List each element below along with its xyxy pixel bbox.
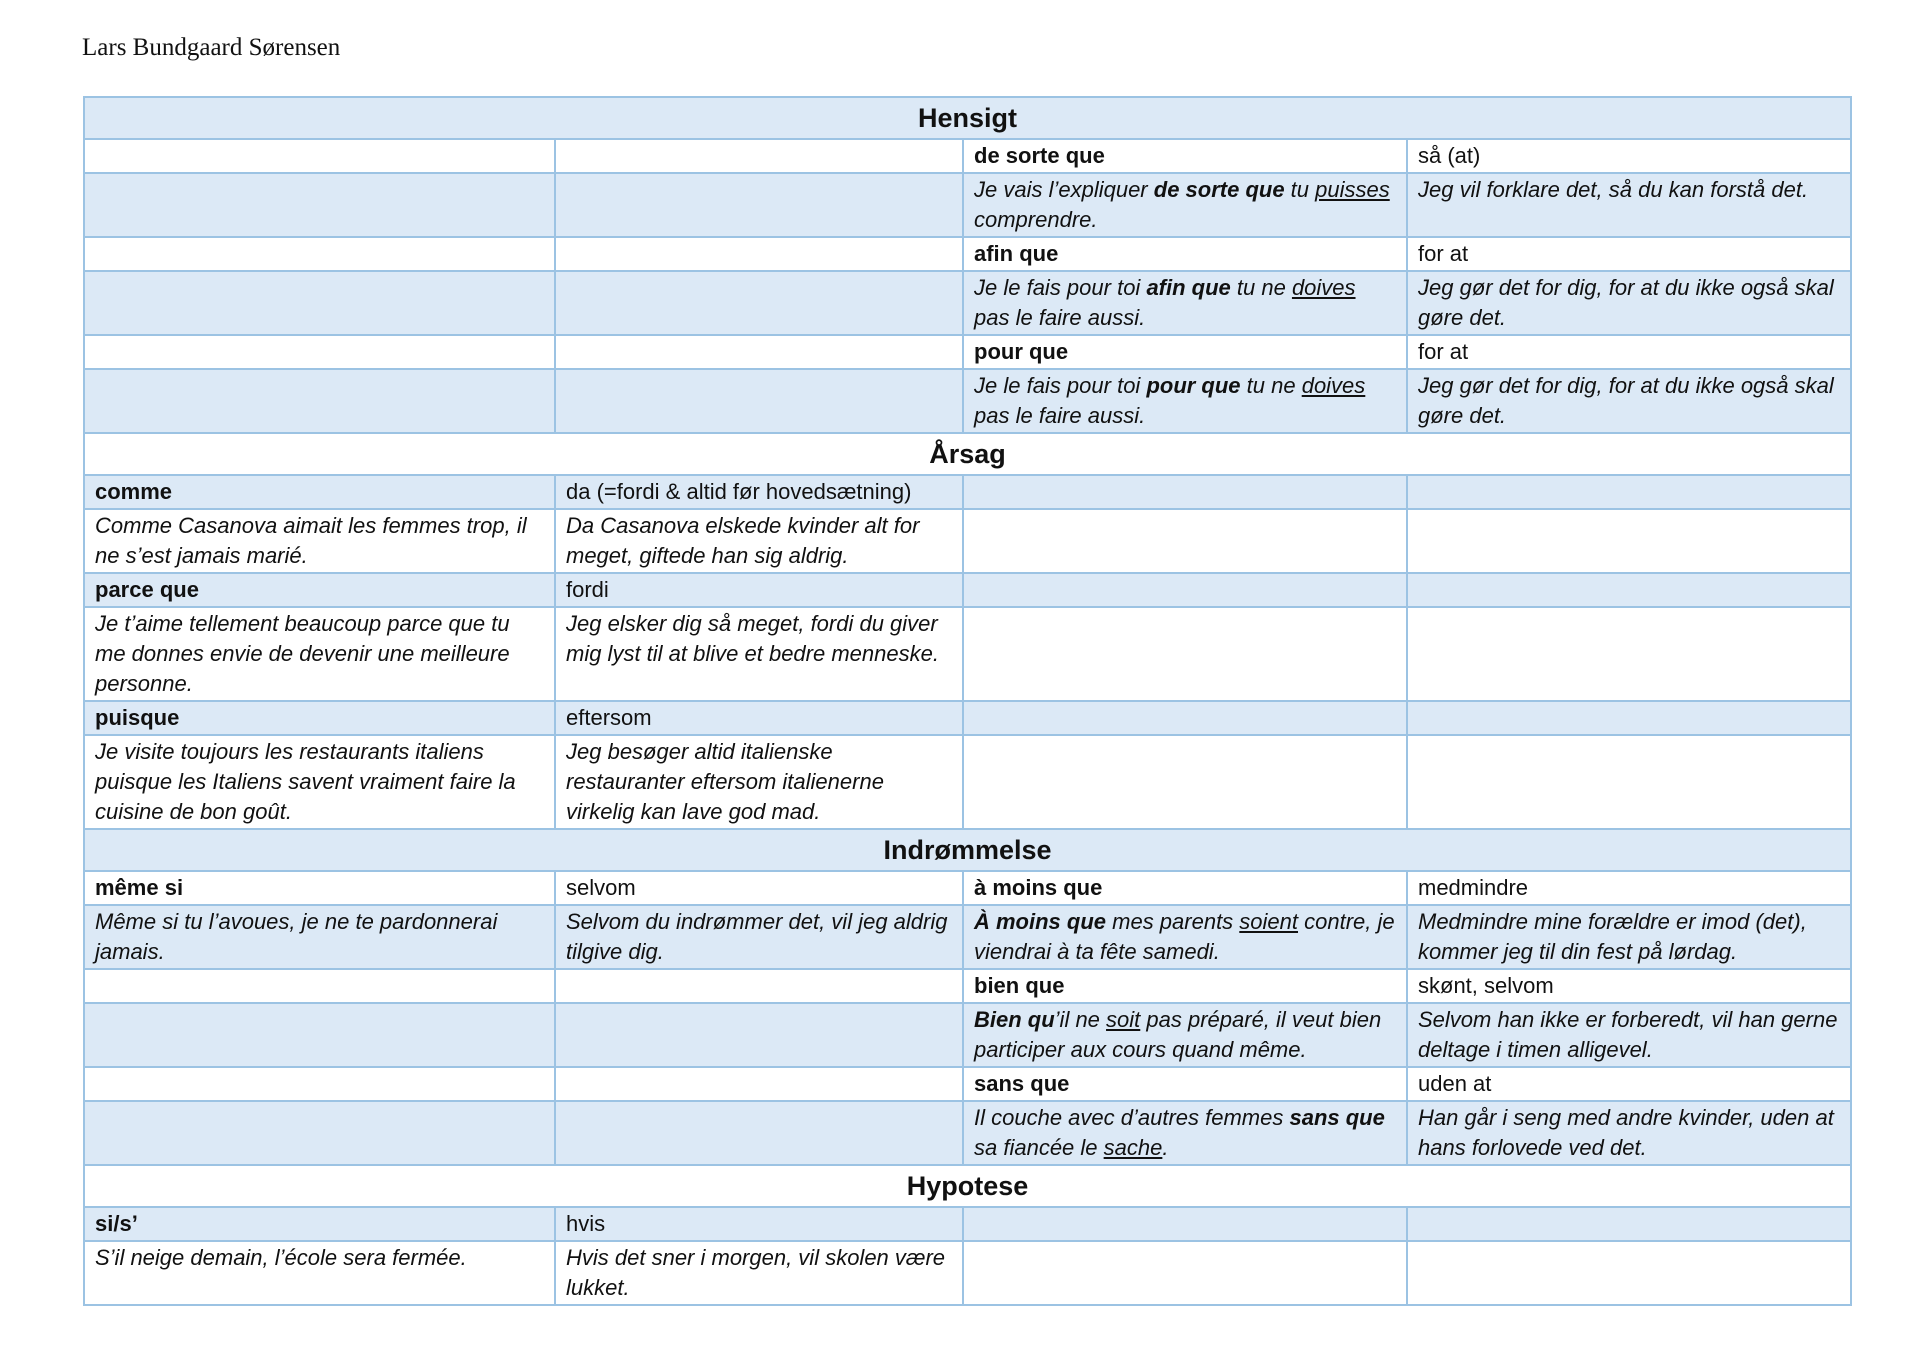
example-fr-cell: Il couche avec d’autres femmes sans que sa fiancée le sache. xyxy=(963,1101,1407,1165)
table-row xyxy=(84,969,1851,1003)
translation-cell: hvis xyxy=(555,1207,963,1241)
translation-cell: for at xyxy=(1407,335,1851,369)
section-title: Hensigt xyxy=(84,97,1851,139)
table-row xyxy=(84,237,1851,271)
translation-cell: eftersom xyxy=(555,701,963,735)
term-cell: pour que xyxy=(963,335,1407,369)
term-cell: afin que xyxy=(963,237,1407,271)
section-header-arsag xyxy=(84,433,1851,475)
example-fr-cell: À moins que mes parents soient contre, je viendrai à ta fête samedi. xyxy=(963,905,1407,969)
example-da-cell: Medmindre mine forældre er imod (det), kommer jeg til din fest på lørdag. xyxy=(1407,905,1851,969)
term-cell: de sorte que xyxy=(963,139,1407,173)
translation-cell: uden at xyxy=(1407,1067,1851,1101)
table-row xyxy=(84,573,1851,607)
table-row xyxy=(84,1241,1851,1305)
example-da-cell: Jeg gør det for dig, for at du ikke også skal gøre det. xyxy=(1407,271,1851,335)
example-fr-cell: S’il neige demain, l’école sera fermée. xyxy=(84,1241,555,1305)
table-row xyxy=(84,173,1851,237)
table-row xyxy=(84,475,1851,509)
table-row xyxy=(84,509,1851,573)
translation-cell: da (=fordi & altid før hovedsætning) xyxy=(555,475,963,509)
example-fr-cell: Je vais l’expliquer de sorte que tu puisses comprendre. xyxy=(963,173,1407,237)
term-cell: bien que xyxy=(963,969,1407,1003)
table-row xyxy=(84,335,1851,369)
table-row xyxy=(84,369,1851,433)
table-row xyxy=(84,607,1851,701)
table-row xyxy=(84,735,1851,829)
example-da-cell: Selvom han ikke er forberedt, vil han gerne deltage i timen alligevel. xyxy=(1407,1003,1851,1067)
section-title: Indrømmelse xyxy=(84,829,1851,871)
term-cell: sans que xyxy=(963,1067,1407,1101)
section-header-indrommelse xyxy=(84,829,1851,871)
example-da-cell: Da Casanova elskede kvinder alt for meget, giftede han sig aldrig. xyxy=(555,509,963,573)
table-row xyxy=(84,271,1851,335)
example-da-cell: Han går i seng med andre kvinder, uden at hans forlovede ved det. xyxy=(1407,1101,1851,1165)
table-row xyxy=(84,871,1851,905)
example-da-cell: Hvis det sner i morgen, vil skolen være lukket. xyxy=(555,1241,963,1305)
term-cell: à moins que xyxy=(963,871,1407,905)
term-cell: parce que xyxy=(84,573,555,607)
term-cell: puisque xyxy=(84,701,555,735)
term-cell: si/s’ xyxy=(84,1207,555,1241)
table-row xyxy=(84,1207,1851,1241)
example-da-cell: Selvom du indrømmer det, vil jeg aldrig tilgive dig. xyxy=(555,905,963,969)
example-fr-cell: Comme Casanova aimait les femmes trop, il ne s’est jamais marié. xyxy=(84,509,555,573)
table-row xyxy=(84,1101,1851,1165)
example-da-cell: Jeg elsker dig så meget, fordi du giver mig lyst til at blive et bedre menneske. xyxy=(555,607,963,701)
translation-cell: medmindre xyxy=(1407,871,1851,905)
author-name: Lars Bundgaard Sørensen xyxy=(82,34,341,61)
table-row xyxy=(84,139,1851,173)
example-da-cell: Jeg gør det for dig, for at du ikke også skal gøre det. xyxy=(1407,369,1851,433)
translation-cell: selvom xyxy=(555,871,963,905)
table-row xyxy=(84,1067,1851,1101)
section-title: Årsag xyxy=(84,433,1851,475)
example-fr-cell: Je le fais pour toi pour que tu ne doives pas le faire aussi. xyxy=(963,369,1407,433)
translation-cell: så (at) xyxy=(1407,139,1851,173)
table-row xyxy=(84,1003,1851,1067)
example-fr-cell: Je t’aime tellement beaucoup parce que tu me donnes envie de devenir une meilleure personne. xyxy=(84,607,555,701)
translation-cell: skønt, selvom xyxy=(1407,969,1851,1003)
table-row xyxy=(84,905,1851,969)
term-cell: comme xyxy=(84,475,555,509)
conjunction-table xyxy=(83,96,1852,1306)
example-da-cell: Jeg besøger altid italienske restauranter eftersom italienerne virkelig kan lave god mad. xyxy=(555,735,963,829)
section-title: Hypotese xyxy=(84,1165,1851,1207)
section-header-hensigt xyxy=(84,97,1851,139)
example-da-cell: Jeg vil forklare det, så du kan forstå det. xyxy=(1407,173,1851,237)
section-header-hypotese xyxy=(84,1165,1851,1207)
example-fr-cell: Même si tu l’avoues, je ne te pardonnerai jamais. xyxy=(84,905,555,969)
translation-cell: for at xyxy=(1407,237,1851,271)
example-fr-cell: Bien qu’il ne soit pas préparé, il veut bien participer aux cours quand même. xyxy=(963,1003,1407,1067)
term-cell: même si xyxy=(84,871,555,905)
table-row xyxy=(84,701,1851,735)
translation-cell: fordi xyxy=(555,573,963,607)
example-fr-cell: Je visite toujours les restaurants italiens puisque les Italiens savent vraiment faire la cuisine de bon goût. xyxy=(84,735,555,829)
example-fr-cell: Je le fais pour toi afin que tu ne doives pas le faire aussi. xyxy=(963,271,1407,335)
